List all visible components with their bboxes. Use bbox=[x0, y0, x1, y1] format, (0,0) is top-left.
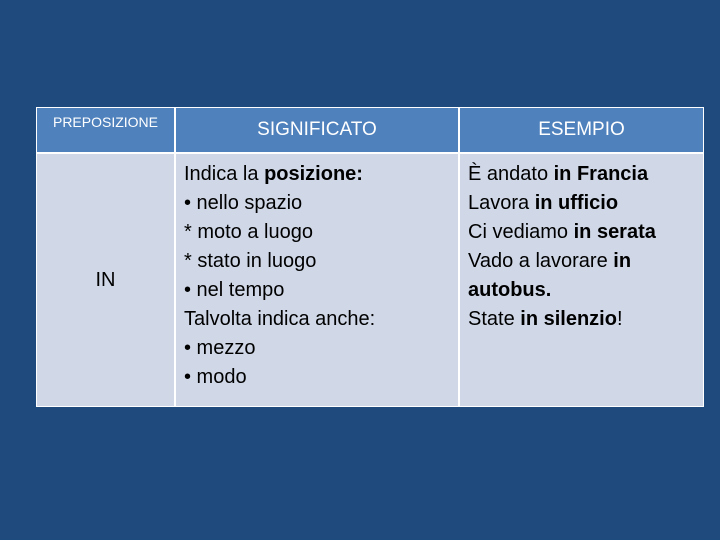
example-text: ! bbox=[616, 308, 623, 330]
example-text: in bbox=[613, 250, 632, 272]
preposition-cell bbox=[37, 154, 174, 406]
meaning-cell bbox=[176, 154, 458, 406]
meaning-text: • mezzo bbox=[184, 337, 256, 359]
example-text: Vado a lavorare bbox=[468, 250, 614, 272]
meaning-text: • nello spazio bbox=[184, 192, 303, 214]
example-text: in Francia bbox=[553, 163, 649, 185]
meaning-text: posizione: bbox=[264, 163, 363, 185]
example-text: in serata bbox=[573, 221, 656, 243]
header-preposizione: PREPOSIZIONE bbox=[37, 108, 174, 152]
example-cell bbox=[460, 154, 703, 406]
meaning-text: Talvolta indica anche: bbox=[184, 308, 376, 330]
example-line bbox=[468, 247, 695, 276]
example-line bbox=[468, 189, 695, 218]
example-text: Ci vediamo bbox=[468, 221, 574, 243]
meaning-text: • modo bbox=[184, 366, 247, 388]
example-text: È andato bbox=[468, 163, 554, 185]
meaning-text: * moto a luogo bbox=[184, 221, 313, 243]
header-esempio: ESEMPIO bbox=[460, 108, 703, 152]
example-text: in silenzio bbox=[520, 308, 617, 330]
meaning-line bbox=[184, 189, 450, 218]
example-text: State bbox=[468, 308, 521, 330]
meaning-line bbox=[184, 276, 450, 305]
meaning-line bbox=[184, 160, 450, 189]
meaning-text: Indica la bbox=[184, 163, 265, 185]
meaning-line bbox=[184, 305, 450, 334]
meaning-line bbox=[184, 247, 450, 276]
example-text: in ufficio bbox=[534, 192, 619, 214]
header-significato: SIGNIFICATO bbox=[176, 108, 458, 152]
meaning-line bbox=[184, 363, 450, 392]
preposition-value: IN bbox=[95, 268, 116, 291]
example-line bbox=[468, 218, 695, 247]
preposition-table bbox=[36, 107, 704, 407]
example-line bbox=[468, 276, 695, 305]
example-text: autobus. bbox=[468, 279, 552, 301]
meaning-text: • nel tempo bbox=[184, 279, 285, 301]
example-text: Lavora bbox=[468, 192, 535, 214]
meaning-line bbox=[184, 334, 450, 363]
meaning-text: * stato in luogo bbox=[184, 250, 317, 272]
example-line bbox=[468, 160, 695, 189]
meaning-line bbox=[184, 218, 450, 247]
example-line bbox=[468, 305, 695, 334]
